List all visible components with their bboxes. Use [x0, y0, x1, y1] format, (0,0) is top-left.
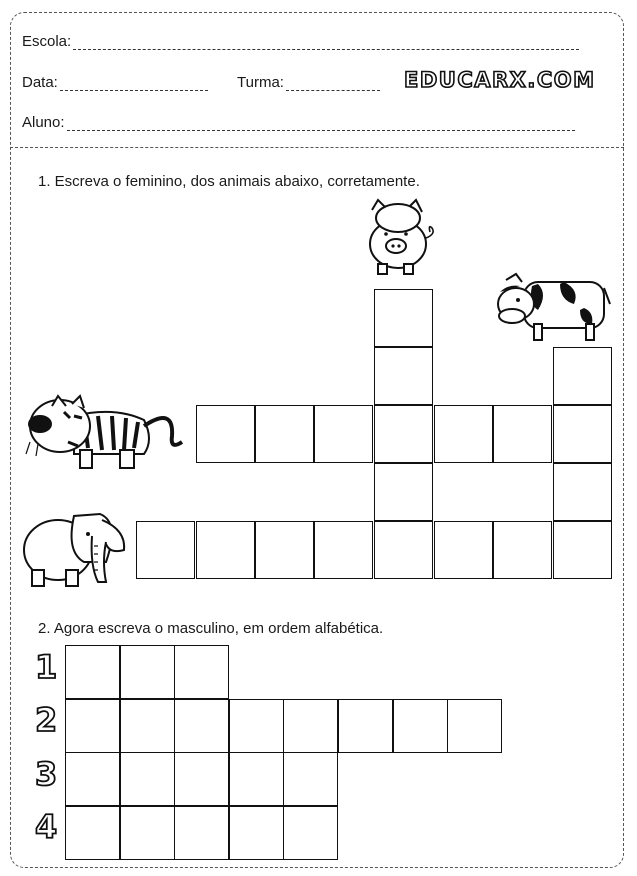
crossword-cell[interactable] — [255, 405, 314, 463]
answer-box[interactable] — [65, 699, 120, 753]
answer-box[interactable] — [174, 806, 229, 860]
answer-box[interactable] — [229, 752, 284, 806]
answer-box[interactable] — [174, 645, 229, 699]
answer-box[interactable] — [120, 806, 175, 860]
school-field[interactable] — [22, 33, 579, 50]
answer-box[interactable] — [174, 699, 229, 753]
row-label-4: 4 — [35, 808, 58, 846]
tiger-icon — [24, 382, 184, 474]
answer-box[interactable] — [65, 645, 120, 699]
crossword-cell[interactable] — [374, 405, 433, 463]
student-label: Aluno: — [22, 114, 65, 131]
header-divider — [10, 147, 624, 148]
row-label-3: 3 — [35, 755, 58, 793]
date-field[interactable] — [22, 74, 208, 91]
crossword-cell[interactable] — [434, 521, 493, 579]
crossword-cell[interactable] — [374, 463, 433, 521]
elephant-icon — [22, 506, 134, 592]
class-field[interactable] — [237, 74, 380, 91]
cow-icon — [494, 268, 614, 344]
question-2: 2. Agora escreva o masculino, em ordem alfabética. — [38, 620, 384, 637]
school-line[interactable] — [73, 39, 579, 50]
answer-box[interactable] — [447, 699, 502, 753]
answer-box[interactable] — [120, 699, 175, 753]
answer-box[interactable] — [393, 699, 448, 753]
crossword-cell[interactable] — [434, 405, 493, 463]
answer-box[interactable] — [174, 752, 229, 806]
row-label-2: 2 — [35, 701, 58, 739]
class-line[interactable] — [286, 80, 380, 91]
answer-box[interactable] — [120, 645, 175, 699]
crossword-cell[interactable] — [196, 521, 255, 579]
crossword-cell[interactable] — [374, 347, 433, 405]
answer-box[interactable] — [65, 806, 120, 860]
student-field[interactable] — [22, 114, 575, 131]
answer-box[interactable] — [283, 699, 338, 753]
answer-box[interactable] — [229, 806, 284, 860]
student-line[interactable] — [67, 120, 575, 131]
crossword-cell[interactable] — [553, 405, 612, 463]
date-label: Data: — [22, 74, 58, 91]
crossword-cell[interactable] — [136, 521, 195, 579]
crossword-cell[interactable] — [493, 521, 552, 579]
question-1: 1. Escreva o feminino, dos animais abaixo, corretamente. — [38, 173, 420, 190]
crossword-cell[interactable] — [553, 521, 612, 579]
answer-box[interactable] — [229, 699, 284, 753]
crossword-cell[interactable] — [493, 405, 552, 463]
answer-box[interactable] — [283, 752, 338, 806]
crossword-cell[interactable] — [196, 405, 255, 463]
crossword-cell[interactable] — [553, 347, 612, 405]
class-label: Turma: — [237, 74, 284, 91]
crossword-cell[interactable] — [374, 289, 433, 347]
row-label-1: 1 — [35, 648, 58, 686]
crossword-cell[interactable] — [314, 405, 373, 463]
crossword-cell[interactable] — [374, 521, 433, 579]
date-line[interactable] — [60, 80, 208, 91]
answer-box[interactable] — [338, 699, 393, 753]
answer-box[interactable] — [120, 752, 175, 806]
crossword-cell[interactable] — [255, 521, 314, 579]
crossword-cell[interactable] — [553, 463, 612, 521]
school-label: Escola: — [22, 33, 72, 50]
answer-box[interactable] — [65, 752, 120, 806]
crossword-cell[interactable] — [314, 521, 373, 579]
brand-logo: EDUCARX.COM — [404, 68, 596, 92]
pig-icon — [358, 198, 444, 278]
answer-box[interactable] — [283, 806, 338, 860]
